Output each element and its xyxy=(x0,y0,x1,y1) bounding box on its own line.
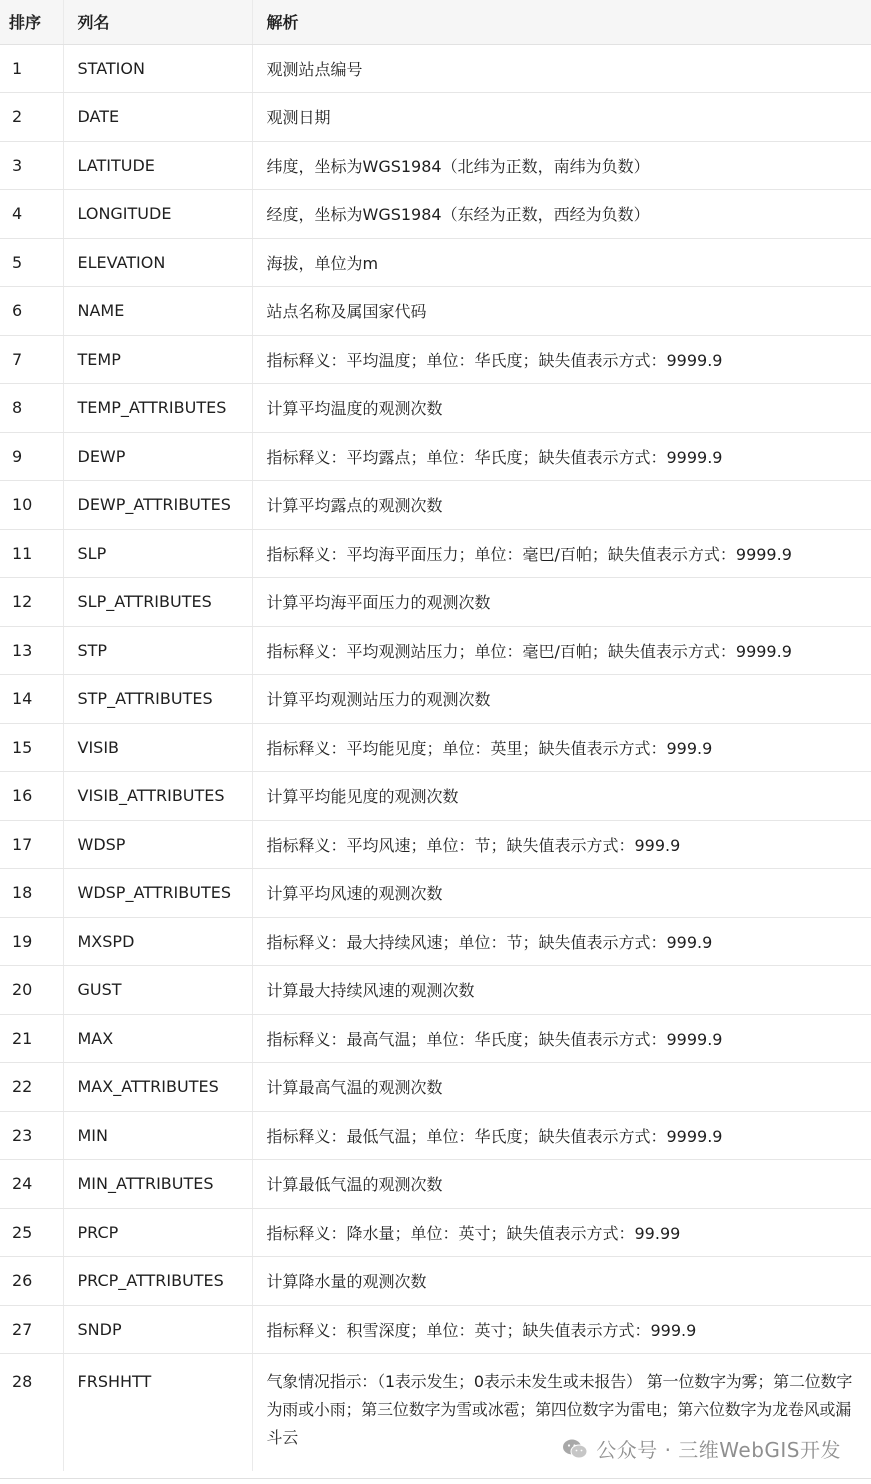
row-column-name: NAME xyxy=(63,287,252,336)
row-description: 计算平均温度的观测次数 xyxy=(252,384,871,433)
row-column-name: ELEVATION xyxy=(63,238,252,287)
row-index: 25 xyxy=(0,1208,63,1257)
table-row xyxy=(0,238,871,287)
row-column-name: FRSHHTT xyxy=(63,1354,252,1471)
table-row xyxy=(0,966,871,1015)
row-description: 指标释义：平均风速；单位：节；缺失值表示方式：999.9 xyxy=(252,820,871,869)
row-index: 19 xyxy=(0,917,63,966)
row-description: 观测日期 xyxy=(252,93,871,142)
row-column-name: PRCP_ATTRIBUTES xyxy=(63,1257,252,1306)
row-column-name: STP_ATTRIBUTES xyxy=(63,675,252,724)
row-column-name: LATITUDE xyxy=(63,141,252,190)
row-column-name: MAX xyxy=(63,1014,252,1063)
row-description: 计算平均能见度的观测次数 xyxy=(252,772,871,821)
table-row xyxy=(0,1014,871,1063)
row-column-name: SLP_ATTRIBUTES xyxy=(63,578,252,627)
row-description: 指标释义：平均温度；单位：华氏度；缺失值表示方式：9999.9 xyxy=(252,335,871,384)
table-row xyxy=(0,529,871,578)
row-index: 2 xyxy=(0,93,63,142)
row-index: 8 xyxy=(0,384,63,433)
row-index: 1 xyxy=(0,44,63,93)
row-column-name: DATE xyxy=(63,93,252,142)
table-row xyxy=(0,1208,871,1257)
row-column-name: DEWP xyxy=(63,432,252,481)
row-description: 计算最大持续风速的观测次数 xyxy=(252,966,871,1015)
bottom-divider xyxy=(0,1478,871,1479)
table-row xyxy=(0,287,871,336)
row-index: 27 xyxy=(0,1305,63,1354)
row-description: 观测站点编号 xyxy=(252,44,871,93)
header-description: 解析 xyxy=(252,0,871,44)
table-row xyxy=(0,626,871,675)
row-column-name: TEMP xyxy=(63,335,252,384)
row-description: 气象情况指示：（1表示发生；0表示未发生或未报告） 第一位数字为雾；第二位数字为雨或小雨；第三位数字为雪或冰雹；第四位数字为雷电；第六位数字为龙卷风或漏斗云 xyxy=(266,1372,853,1447)
row-description: 指标释义：最大持续风速；单位：节；缺失值表示方式：999.9 xyxy=(252,917,871,966)
table-row xyxy=(0,384,871,433)
row-column-name: STATION xyxy=(63,44,252,93)
row-description: 指标释义：平均海平面压力；单位：毫巴/百帕；缺失值表示方式：9999.9 xyxy=(252,529,871,578)
row-index: 20 xyxy=(0,966,63,1015)
row-column-name: WDSP xyxy=(63,820,252,869)
table-row xyxy=(0,481,871,530)
row-index: 5 xyxy=(0,238,63,287)
table-row xyxy=(0,1257,871,1306)
table-row xyxy=(0,335,871,384)
row-description: 计算降水量的观测次数 xyxy=(252,1257,871,1306)
row-column-name: LONGITUDE xyxy=(63,190,252,239)
row-column-name: SNDP xyxy=(63,1305,252,1354)
row-description: 经度，坐标为WGS1984（东经为正数，西经为负数） xyxy=(252,190,871,239)
table-row xyxy=(0,1063,871,1112)
row-column-name: GUST xyxy=(63,966,252,1015)
row-description: 站点名称及属国家代码 xyxy=(252,287,871,336)
row-index: 6 xyxy=(0,287,63,336)
row-column-name: PRCP xyxy=(63,1208,252,1257)
row-description: 指标释义：平均露点；单位：华氏度；缺失值表示方式：9999.9 xyxy=(252,432,871,481)
row-column-name: MXSPD xyxy=(63,917,252,966)
header-index: 排序 xyxy=(0,0,63,44)
table-row xyxy=(0,44,871,93)
row-description: 指标释义：平均观测站压力；单位：毫巴/百帕；缺失值表示方式：9999.9 xyxy=(252,626,871,675)
row-index: 13 xyxy=(0,626,63,675)
row-description: 计算平均观测站压力的观测次数 xyxy=(252,675,871,724)
table-row xyxy=(0,675,871,724)
row-description: 计算平均海平面压力的观测次数 xyxy=(252,578,871,627)
row-column-name: TEMP_ATTRIBUTES xyxy=(63,384,252,433)
table-row xyxy=(0,93,871,142)
row-column-name: MAX_ATTRIBUTES xyxy=(63,1063,252,1112)
row-description: 指标释义：平均能见度；单位：英里；缺失值表示方式：999.9 xyxy=(252,723,871,772)
table-row xyxy=(0,917,871,966)
row-index: 7 xyxy=(0,335,63,384)
row-description: 计算最高气温的观测次数 xyxy=(252,1063,871,1112)
header-column: 列名 xyxy=(63,0,252,44)
row-index: 16 xyxy=(0,772,63,821)
row-description: 指标释义：降水量；单位：英寸；缺失值表示方式：99.99 xyxy=(252,1208,871,1257)
table-row xyxy=(0,1305,871,1354)
table-row xyxy=(0,190,871,239)
row-description: 指标释义：最高气温；单位：华氏度；缺失值表示方式：9999.9 xyxy=(252,1014,871,1063)
table-row xyxy=(0,1160,871,1209)
row-description: 海拔，单位为m xyxy=(252,238,871,287)
row-column-name: MIN xyxy=(63,1111,252,1160)
row-index: 4 xyxy=(0,190,63,239)
row-description: 计算平均风速的观测次数 xyxy=(252,869,871,918)
row-index: 3 xyxy=(0,141,63,190)
row-index: 24 xyxy=(0,1160,63,1209)
table-row xyxy=(0,723,871,772)
row-index: 17 xyxy=(0,820,63,869)
row-index: 21 xyxy=(0,1014,63,1063)
row-index: 10 xyxy=(0,481,63,530)
watermark xyxy=(558,1432,845,1465)
table-row xyxy=(0,432,871,481)
row-description: 指标释义：积雪深度；单位：英寸；缺失值表示方式：999.9 xyxy=(252,1305,871,1354)
row-index: 14 xyxy=(0,675,63,724)
table-row xyxy=(0,772,871,821)
row-index: 23 xyxy=(0,1111,63,1160)
row-description: 计算平均露点的观测次数 xyxy=(252,481,871,530)
row-column-name: VISIB xyxy=(63,723,252,772)
table-row xyxy=(0,1111,871,1160)
row-index: 11 xyxy=(0,529,63,578)
row-column-name: MIN_ATTRIBUTES xyxy=(63,1160,252,1209)
row-description: 计算最低气温的观测次数 xyxy=(252,1160,871,1209)
row-column-name: DEWP_ATTRIBUTES xyxy=(63,481,252,530)
row-index: 22 xyxy=(0,1063,63,1112)
row-index: 26 xyxy=(0,1257,63,1306)
table-row xyxy=(0,141,871,190)
table-row xyxy=(0,820,871,869)
table-row xyxy=(0,869,871,918)
row-index: 28 xyxy=(0,1354,63,1471)
row-column-name: VISIB_ATTRIBUTES xyxy=(63,772,252,821)
row-index: 12 xyxy=(0,578,63,627)
row-column-name: WDSP_ATTRIBUTES xyxy=(63,869,252,918)
row-description: 指标释义：最低气温；单位：华氏度；缺失值表示方式：9999.9 xyxy=(252,1111,871,1160)
table-header-row xyxy=(0,0,871,44)
row-index: 9 xyxy=(0,432,63,481)
table-row xyxy=(0,578,871,627)
watermark-text: 公众号 · 三维WebGIS开发 xyxy=(596,1438,841,1462)
wechat-icon xyxy=(562,1438,588,1460)
row-description: 纬度，坐标为WGS1984（北纬为正数，南纬为负数） xyxy=(252,141,871,190)
row-index: 18 xyxy=(0,869,63,918)
row-index: 15 xyxy=(0,723,63,772)
row-column-name: SLP xyxy=(63,529,252,578)
row-column-name: STP xyxy=(63,626,252,675)
